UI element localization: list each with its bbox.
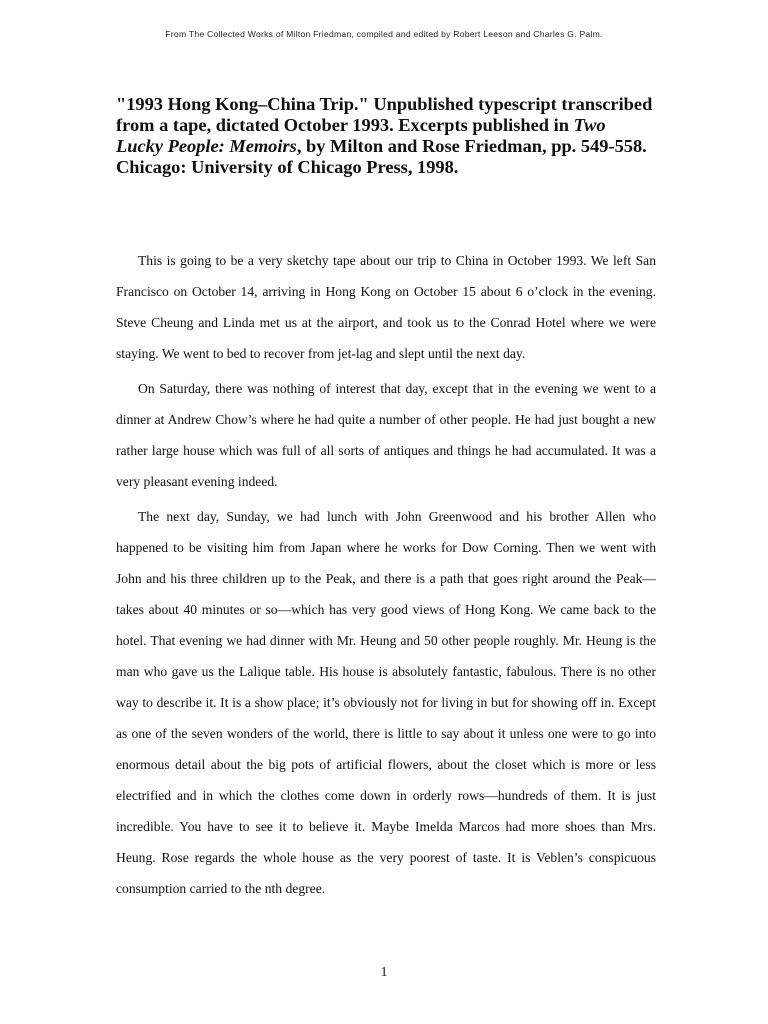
document-title: [116, 94, 656, 178]
paragraph-2: On Saturday, there was nothing of interest that day, except that in the evening we went to a dinner at Andrew Chow’s where he had quite a number of other people. He had just bought a new rather large house which was full of all sorts of antiques and things he had accumulated. It was a very pleasant evening indeed.: [116, 381, 656, 489]
title-text-part2: , by Milton and Rose Friedman, pp. 549-558. Chicago: University of Chicago Press, 1998.: [116, 136, 647, 177]
title-book-italic: Two Lucky People: Memoirs: [116, 115, 606, 156]
paragraph-3: The next day, Sunday, we had lunch with John Greenwood and his brother Allen who happened to be visiting him from Japan where he works for Dow Corning. Then we went with John and his three children up to the Peak, and there is a path that goes right around the Peak—takes about 40 minutes or so—which has very good views of Hong Kong. We came back to the hotel. That evening we had dinner with Mr. Heung and 50 other people roughly. Mr. Heung is the man who gave us the Lalique table. His house is absolutely fantastic, fabulous. There is no other way to describe it. It is a show place; it’s obviously not for living in but for showing off in. Except as one of the seven wonders of the world, there is little to say about it unless one were to go into enormous detail about the big pots of artificial flowers, about the closet which is more or less electrified and in which the clothes come down in orderly rows—hundreds of them. It is just incredible. You have to see it to believe it. Maybe Imelda Marcos had more shoes than Mrs. Heung. Rose regards the whole house as the very poorest of taste. It is Veblen’s conspicuous consumption carried to the nth degree.: [116, 509, 656, 896]
source-header: From The Collected Works of Milton Friedman, compiled and edited by Robert Leeson and Charles G. Palm.: [165, 29, 603, 39]
document-body: [116, 245, 656, 904]
title-text-part1: "1993 Hong Kong–China Trip." Unpublished typescript transcribed from a tape, dictated October 1993. Excerpts published in: [116, 94, 653, 135]
paragraph-1: This is going to be a very sketchy tape about our trip to China in October 1993. We left San Francisco on October 14, arriving in Hong Kong on October 15 about 6 o’clock in the evening. Steve Cheung and Linda met us at the airport, and took us to the Conrad Hotel where we were staying. We went to bed to recover from jet-lag and slept until the next day.: [116, 253, 656, 361]
page-number: 1: [380, 964, 388, 979]
